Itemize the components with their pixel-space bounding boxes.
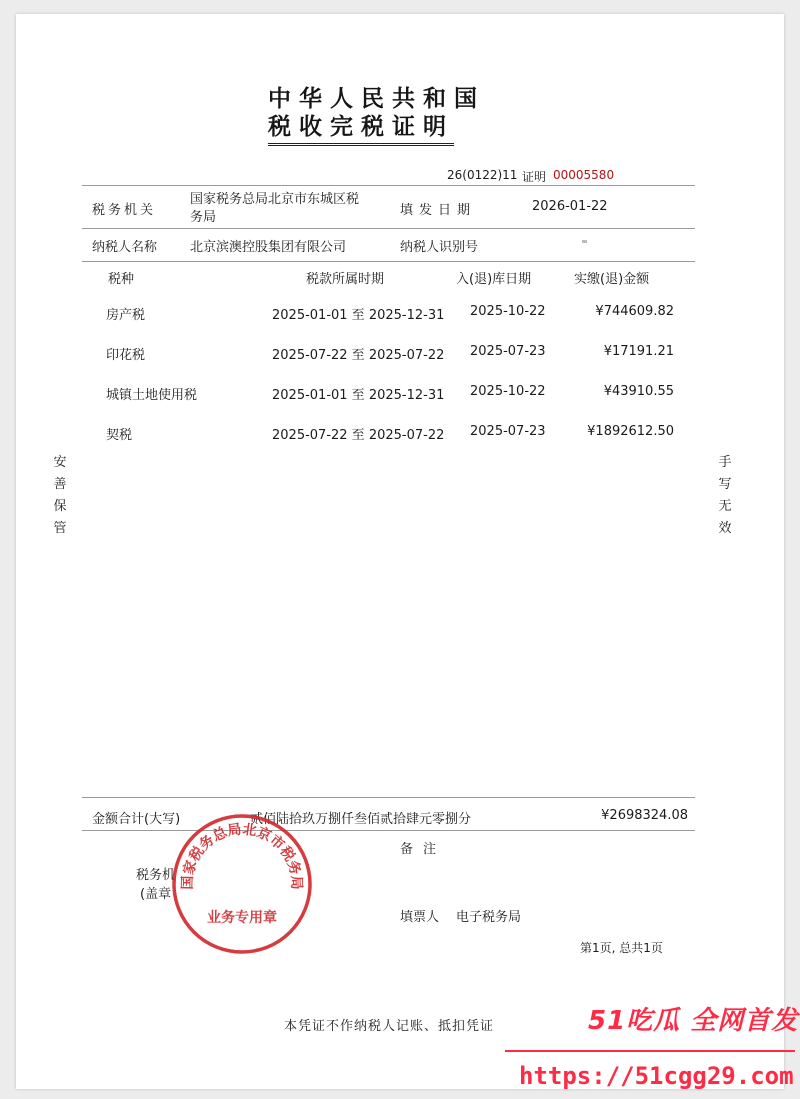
table-row-tax: 房产税 — [106, 308, 146, 323]
watermark-url: https://51cgg29.com — [519, 1062, 794, 1090]
cert-code: 26(0122)11 — [447, 168, 518, 182]
redacted-id-mark — [582, 240, 587, 243]
table-row-period: 2025-01-01 至 2025-12-31 — [272, 308, 445, 323]
divider-total-top — [82, 797, 695, 798]
table-row-tax: 印花税 — [106, 348, 146, 363]
filler-label: 填票人 — [400, 910, 440, 925]
watermark-line — [505, 1050, 795, 1052]
table-row-date: 2025-10-22 — [470, 384, 546, 399]
certificate-sheet — [16, 14, 784, 1089]
taxpayer-id-label: 纳税人识别号 — [400, 240, 479, 255]
title-line1: 中华人民共和国 — [268, 85, 485, 112]
table-header-tax: 税种 — [108, 272, 135, 287]
table-row-tax: 契税 — [106, 428, 133, 443]
filler-value: 电子税务局 — [456, 910, 522, 925]
table-row-date: 2025-07-23 — [470, 424, 546, 439]
table-header-period: 税款所属时期 — [306, 272, 385, 287]
table-row-amount: ¥17191.21 — [603, 344, 674, 359]
taxpayer-name-value: 北京滨澳控股集团有限公司 — [190, 240, 347, 255]
table-row-amount: ¥744609.82 — [595, 304, 674, 319]
cert-label: 证明 — [522, 170, 547, 184]
cert-number: 00005580 — [553, 168, 615, 182]
divider-top — [82, 185, 695, 186]
page-info: 第1页, 总共1页 — [580, 941, 663, 955]
total-amount: ¥2698324.08 — [601, 808, 688, 823]
tax-authority-label: 税务机关 — [92, 203, 157, 218]
remarks-label: 备注 — [400, 842, 447, 857]
table-row-period: 2025-07-22 至 2025-07-22 — [272, 428, 445, 443]
total-label: 金额合计(大写) — [92, 812, 181, 827]
tax-authority-value-line2: 务局 — [190, 210, 217, 225]
official-stamp — [170, 812, 314, 956]
taxpayer-name-label: 纳税人名称 — [92, 240, 158, 255]
issue-date-label: 填发日期 — [400, 203, 477, 218]
title-line2: 税收完税证明 — [268, 108, 454, 146]
seal-label-line1: 税务机 — [136, 868, 176, 883]
footer-note: 本凭证不作纳税人记账、抵扣凭证 — [284, 1019, 495, 1034]
divider-3 — [82, 261, 695, 262]
table-row-period: 2025-01-01 至 2025-12-31 — [272, 388, 445, 403]
table-row-date: 2025-10-22 — [470, 304, 546, 319]
seal-label-line2: (盖章 — [140, 887, 172, 902]
table-row-date: 2025-07-23 — [470, 344, 546, 359]
table-row-period: 2025-07-22 至 2025-07-22 — [272, 348, 445, 363]
table-row-amount: ¥43910.55 — [603, 384, 674, 399]
stamp-arc-text: 国家税务总局北京市税务局 — [179, 821, 305, 890]
side-note-left: 安善保管 — [53, 455, 67, 536]
total-words: 贰佰陆拾玖万捌仟叁佰贰拾肆元零捌分 — [250, 812, 472, 827]
side-note-right: 手写无效 — [718, 455, 732, 536]
tax-authority-value-line1: 国家税务总局北京市东城区税 — [190, 192, 360, 207]
issue-date-value: 2026-01-22 — [532, 199, 608, 214]
table-header-amount: 实缴(退)金额 — [574, 272, 650, 287]
divider-2 — [82, 228, 695, 229]
table-row-amount: ¥1892612.50 — [587, 424, 674, 439]
watermark-brand: 51吃瓜 全网首发 — [588, 1006, 799, 1036]
table-row-tax: 城镇土地使用税 — [106, 388, 198, 403]
stamp-bottom-text: 业务专用章 — [207, 910, 277, 926]
table-header-date: 入(退)库日期 — [456, 272, 532, 287]
